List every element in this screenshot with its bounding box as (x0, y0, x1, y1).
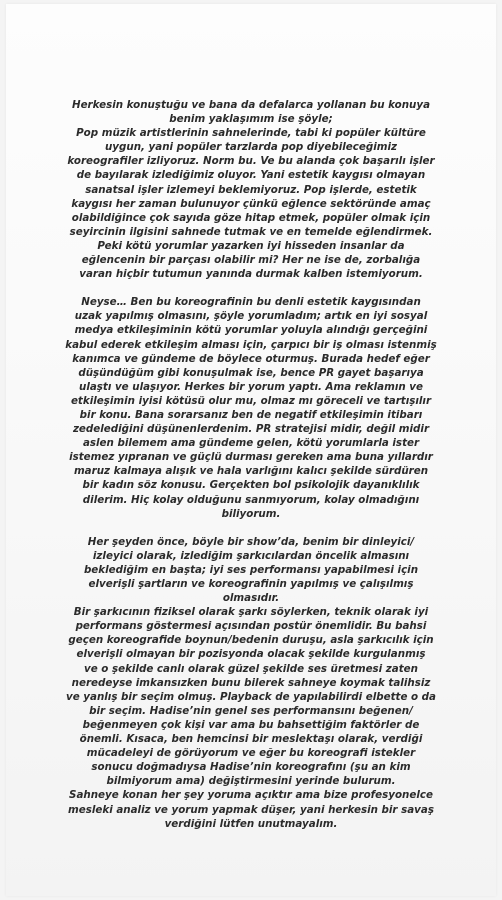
text-line: Herkesin konuştuğu ve bana da defalarca yollanan bu konuya (71, 99, 431, 111)
text-line: kanımca ve gündeme de böylece oturmuş. Burada hedef eğer (72, 352, 430, 365)
text-line: kabul ederek etkileşim alması için, çarpıcı bir iş olması istenmiş (65, 338, 437, 351)
text-line: koreografiler izliyoruz. Norm bu. Ve bu alanda çok başarılı işler (67, 155, 435, 168)
text-line: performans göstermesi açısından postür önemlidir. Bu bahsi (75, 620, 427, 633)
text-line: ulaştı ve ulaşıyor. Herkes bir yorum yaptı. Ama reklamın ve (78, 380, 423, 393)
text-line: Sahneye konan her şey yoruma açıktır ama bize profesyonelce (69, 789, 433, 802)
text-line: etkileşimin iyisi kötüsü olur mu, olmaz mı göreceli ve tartışılır (70, 394, 432, 407)
text-line: Her şeyden önce, böyle bir show’da, benim bir dinleyici/ (87, 535, 415, 548)
text-line: seyircinin ilgisini sahnede tutmak ve en temelde eğlendirmek. (69, 225, 433, 238)
text-line: zedelediğini düşünenlerdenim. PR stratejisi midir, değil midir (72, 423, 430, 436)
paragraph-vocal-performance (52, 535, 450, 831)
text-line: de bayılarak izlediğimiz oluyor. Yani estetik kaygısı olmayan (76, 169, 426, 182)
text-line: geçen koreografide boynun/bedenin duruşu, asla şarkıcılık için (68, 634, 434, 647)
text-line: elverişli olmayan bir pozisyonda olacak şekilde kurgulanmış (76, 648, 426, 661)
text-line: elverişli şartların ve koreografinin yapılmış ve çalışılmış (88, 578, 414, 590)
story-text-block (52, 98, 450, 831)
text-line: biliyorum. (221, 507, 281, 520)
text-line: Neyse… Ben bu koreografinin bu denli estetik kaygısından (81, 296, 421, 309)
text-line: beklediğim en başta; iyi ses performansı yapabilmesi için (83, 563, 419, 576)
text-line: maruz kalmaya alışık ve hala varlığını kalıcı şekilde sürdüren (73, 465, 429, 478)
text-line: bir kadın söz konusu. Gerçekten bol psikolojik dayanıklılık (82, 479, 420, 492)
text-line: mesleki analiz ve yorum yapmak düşer, yani herkesin bir savaş (68, 803, 434, 816)
text-line: olmasıdır. (222, 592, 280, 605)
text-line: medya etkileşiminin kötü yorumlar yoluyla alındığı gerçeğini (74, 324, 428, 337)
text-line: beğenmeyen çok kişi var ama bu bahsettiğim faktörler de (82, 718, 420, 731)
text-line: varan hiçbir tutumun yanında durmak kalben istemiyorum. (79, 268, 423, 281)
paragraph-pr-opinion (52, 295, 450, 521)
text-line: mücadeleyi de görüyorum ve eğer bu koreografi istekler (86, 747, 416, 760)
text-line: Peki kötü yorumlar yazarken iyi hisseden insanlar da (97, 239, 405, 252)
text-line: sonucu doğmadıysa Hadise’nin koreografını (şu an kim (91, 761, 411, 774)
text-line: eğlencenin bir parçası olabilir mi? Her ne ise de, zorbalığa (81, 254, 421, 267)
text-line: bir seçim. Hadise’nin genel ses performansını beğenen/ (89, 704, 413, 717)
text-line: bir konu. Bana sorarsanız ben de negatif etkileşimin itibarı (79, 408, 423, 421)
text-line: kaygısı her zaman bulunuyor çünkü eğlence sektöründe amaç (71, 197, 431, 210)
text-line: aslen bilemem ama gündeme gelen, kötü yorumlarla ister (82, 437, 420, 450)
text-line: istemez yıpranan ve güçlü durması gereken ama buna yıllardır (69, 451, 433, 464)
text-line: dilerim. Hiç kolay olduğunu sanmıyorum, kolay olmadığını (82, 493, 420, 506)
text-line: ve o şekilde canlı olarak güzel şekilde ses üretmesi zaten (84, 662, 418, 675)
paragraph-intro (52, 98, 450, 281)
text-line: uzak yapılmış olmasını, şöyle yorumladım; artık en iyi sosyal (74, 310, 428, 323)
text-line: uygun, yani popüler tarzlarda pop diyebileceğimiz (104, 141, 398, 154)
text-line: verdiğini lütfen unutmayalım. (164, 817, 338, 830)
text-line: Bir şarkıcının fiziksel olarak şarkı söylerken, teknik olarak iyi (73, 606, 429, 619)
text-line: neredeyse imkansızken bunu bilerek sahneye koymak talihsiz (71, 676, 431, 689)
text-line: önemli. Kısaca, ben hemcinsi bir meslektaşı olarak, verdiği (79, 733, 423, 746)
text-line: düşündüğüm gibi konuşulmak ise, bence PR gayet başarıya (78, 366, 424, 379)
text-line: ve yanlış bir seçim olmuş. Playback de yapılabilirdi elbette o da (66, 690, 436, 703)
text-line: olabildiğince çok sayıda göze hitap etmek, popüler olmak için (71, 211, 431, 224)
text-line: benim yaklaşımım ise şöyle; (169, 113, 333, 126)
text-line: sanatsal işler izlemeyi beklemiyoruz. Pop işlerde, estetik (85, 183, 417, 196)
text-line: bilmiyorum ama) değiştirmesini yerinde bulurum. (106, 775, 396, 788)
text-line: Pop müzik artistlerinin sahnelerinde, tabi ki popüler kültüre (76, 127, 426, 140)
text-line: izleyici olarak, izlediğim şarkıcılardan öncelik almasını (92, 549, 410, 562)
